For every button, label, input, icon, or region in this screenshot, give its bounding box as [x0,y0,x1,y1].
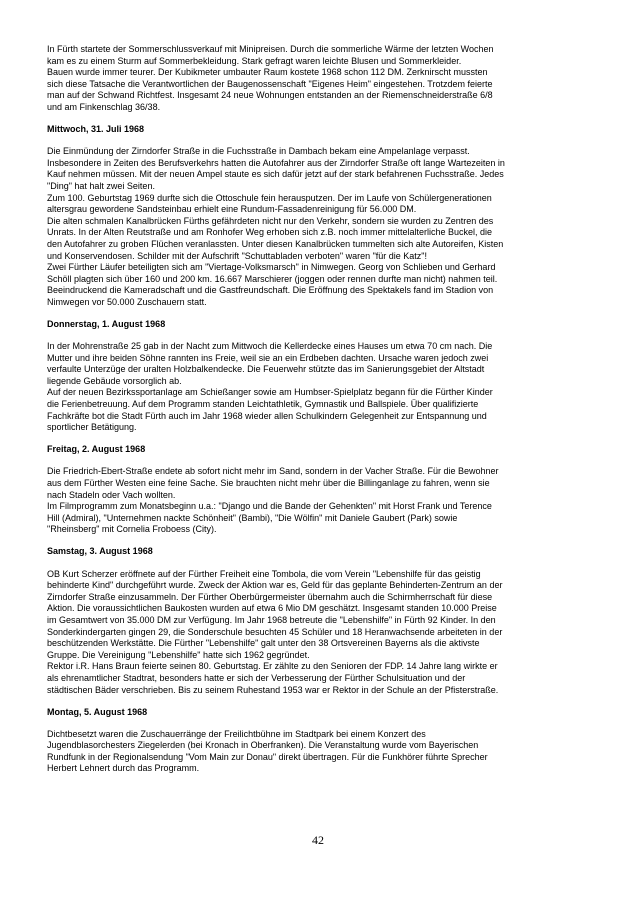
text-line: Zwei Fürther Läufer beteiligten sich am "Viertage-Volksmarsch" in Nimwegen. Georg von Schlieben und Gerhard [47,262,496,273]
text-line: im Gesamtwert von 35.000 DM zur Verfügung. Im Jahr 1968 betreute die "Lebenshilfe" in Fürth 92 Kinder. In den [47,614,496,625]
section-heading-mittwoch: Mittwoch, 31. Juli 1968 [47,124,145,135]
section-paragraph-samstag [47,569,595,697]
intro-paragraph [47,44,595,114]
text-line: "Rheinsberg" mit Cornelia Froboess (City). [47,524,217,535]
text-line: die Ferienbetreuung. Auf dem Programm standen Leichtathletik, Gymnastik und Ballspiele. Über qualifizierte [47,399,479,410]
text-line: Sonderkindergarten gingen 29, die Sonderschule besuchten 45 Schüler und 18 Heranwachsende arbeiteten in der [47,626,503,637]
text-line: aus dem Fürther Westen eine feine Sache. Sie brauchten nicht mehr über die Billinganlage zu fahren, wenn sie [47,478,490,488]
text-line: behinderte Kind" durchgeführt wurde. Zweck der Aktion war es, Geld für das geplante Behinderten-Zentrum an der [47,580,503,591]
text-line: man auf der Schwand Richtfest. Insgesamt 24 neue Wohnungen entstanden an der Riemenschneiderstraße 6/8 [47,90,493,101]
text-line: als ehrenamtlicher Stadtrat, besonders hatte er sich der Verbesserung der Fürther Schulsituation und der [47,672,466,683]
text-line: Auf der neuen Bezirkssportanlage am Schießanger sowie am Humbser-Spielplatz begann für die Fürther Kinder [47,387,493,398]
text-line: In Fürth startete der Sommerschlussverkauf mit Minipreisen. Durch die sommerliche Wärme der letzten Wochen [47,44,494,54]
text-line: liegende Gebäude vorsorglich ab. [47,375,182,386]
text-line: "Ding" hat halt zwei Seiten. [47,180,155,191]
text-line: Gruppe. Die Vereinigung "Lebenshilfe" hatte sich 1962 gegründet. [47,649,310,660]
text-line: nach Stadeln oder Vach wollten. [47,489,176,500]
text-line: Die Einmündung der Zirndorfer Straße in die Fuchsstraße in Dambach bekam eine Ampelanlage verpasst. [47,146,470,157]
text-line: Beeindruckend die Kameradschaft und die Gastfreundschaft. Die Eröffnung des Spektakels fand im Stadion von [47,285,494,296]
text-line: Rektor i.R. Hans Braun feierte seinen 80. Geburtstag. Er zählte zu den Senioren der FDP. 14 Jahre lang wirkte er [47,661,498,672]
text-line: und am Finkenschlag 36/38. [47,101,161,112]
section-paragraph-freitag [47,466,595,536]
section-heading-montag: Montag, 5. August 1968 [47,706,148,717]
text-line: Schöll plagten sich über 160 und 200 km. 16.667 Marschierer (joggen oder rennen durfte man nicht) nahmen teil. [47,273,498,284]
section-heading-freitag: Freitag, 2. August 1968 [47,444,146,455]
document-page [47,44,595,775]
text-line: und Konservendosen. Schilder mit der Aufschrift "Schuttabladen verboten" waren "für die Katz"! [47,250,427,261]
text-line: Zirndorfer Straße einzusammeln. Der Fürther Oberbürgermeister übernahm auch die Schirmherrschaft für diese [47,591,493,602]
section-paragraph-donnerstag [47,341,595,434]
text-line: In der Mohrenstraße 25 gab in der Nacht zum Mittwoch die Kellerdecke eines Hauses um etwa 70 cm nach. Die [47,341,493,352]
text-line: Nimwegen vor 50.000 Zuschauern statt. [47,296,207,307]
text-line: beschützenden Werkstätte. Die Fürther "Lebenshilfe" galt unter den 38 Ortsvereinen Bayerns als die aktivste [47,638,480,649]
text-line: Herbert Lehnert durch das Programm. [47,763,200,774]
text-line: Rundfunk in der Regionalsendung "Vom Main zur Donau" direkt übertragen. Für die Funkhörer führte Sprecher [47,751,488,762]
text-line: städtischen Bäder verschrieben. Bis zu seinem Ruhestand 1953 war er Rektor in der Schule an der Pfisterstraße. [47,684,499,695]
text-line: Kauf nehmen müssen. Mit der neuen Ampel staute es sich dafür jetzt auf der stark befahrenen Fuchsstraße. Jedes [47,169,504,180]
text-line: Im Filmprogramm zum Monatsbeginn u.a.: "Django und die Bande der Gehenkten" mit Horst Frank und Terence [47,501,492,512]
text-line: altersgrau gewordene Sandsteinbau erhielt eine Rundum-Fassadenreinigung für 56.000 DM. [47,204,417,215]
text-line: Insbesondere in Zeiten des Berufsverkehrs hatten die Autofahrer aus der Zirndorfer Straße oft lange Wartezeiten in [47,157,505,168]
section-paragraph-mittwoch [47,146,595,308]
text-line: Jugendblasorchesters Ziegelerden (bei Kronach in Oberfranken). Die Veranstaltung wurde vom Bayerischen [47,740,479,751]
text-line: sich diese Tatsache die Verantwortlichen der Baugenossenschaft "Eigenes Heim" eingestehen. Trotzdem feierte [47,78,493,89]
text-line: den Autofahrer zu groben Flüchen veranlassten. Unter diesen Kanalbrücken tummelten sich alte Autoreifen, Kisten [47,238,504,249]
text-line: Bauen wurde immer teurer. Der Kubikmeter umbauter Raum kostete 1968 schon 112 DM. Zerknirscht mussten [47,67,488,78]
section-paragraph-montag [47,729,595,775]
text-line: Hill (Admiral), "Unternehmen nackte Schönheit" (Bambi), "Die Wölfin" mit Daniele Gaubert (Park) sowie [47,512,458,523]
text-line: Dichtbesetzt waren die Zuschauerränge der Freilichtbühne im Stadtpark bei einem Konzert des [47,728,426,739]
section-heading-samstag: Samstag, 3. August 1968 [47,546,153,557]
text-line: sportlicher Betätigung. [47,422,137,433]
text-line: verfaulte Unterzüge der uralten Holzbalkendecke. Die Feuerwehr stützte das im Sanierungsgebiet der Altstadt [47,364,485,375]
page-number: 42 [312,833,324,847]
text-line: Fachkräfte bot die Stadt Fürth auch im Jahr 1968 wieder allen Schulkindern Gelegenheit zur Entspannung und [47,410,487,421]
text-line: OB Kurt Scherzer eröffnete auf der Fürther Freiheit eine Tombola, die vom Verein "Lebenshilfe für das geistig [47,568,481,579]
section-heading-donnerstag: Donnerstag, 1. August 1968 [47,318,166,329]
text-line: kam es zu einem Sturm auf Sommerbekleidung. Stark gefragt waren leichte Blusen und Sommerkleider. [47,55,462,66]
text-line: Unrats. In der Alten Reutstraße und am Ronhofer Weg erhoben sich z.B. noch immer mittelalterliche Buckel, die [47,227,493,238]
text-line: Die alten schmalen Kanalbrücken Fürths gefährdeten nicht nur den Verkehr, sondern sie wurden zu Zentren des [47,215,494,226]
text-line: Mutter und ihre beiden Söhne rannten ins Freie, weil sie an ein Erdbeben dachten. Ursache waren jedoch zwei [47,352,489,363]
text-line: Die Friedrich-Ebert-Straße endete ab sofort nicht mehr im Sand, sondern in der Vacher Straße. Für die Bewohner [47,466,499,477]
text-line: Aktion. Die voraussichtlichen Baukosten wurden auf etwa 6 Mio DM geschätzt. Insgesamt standen 10.000 Preise [47,603,497,614]
text-line: Zum 100. Geburtstag 1969 durfte sich die Ottoschule fein herausputzen. Der im Laufe von Schülergenerationen [47,192,492,203]
